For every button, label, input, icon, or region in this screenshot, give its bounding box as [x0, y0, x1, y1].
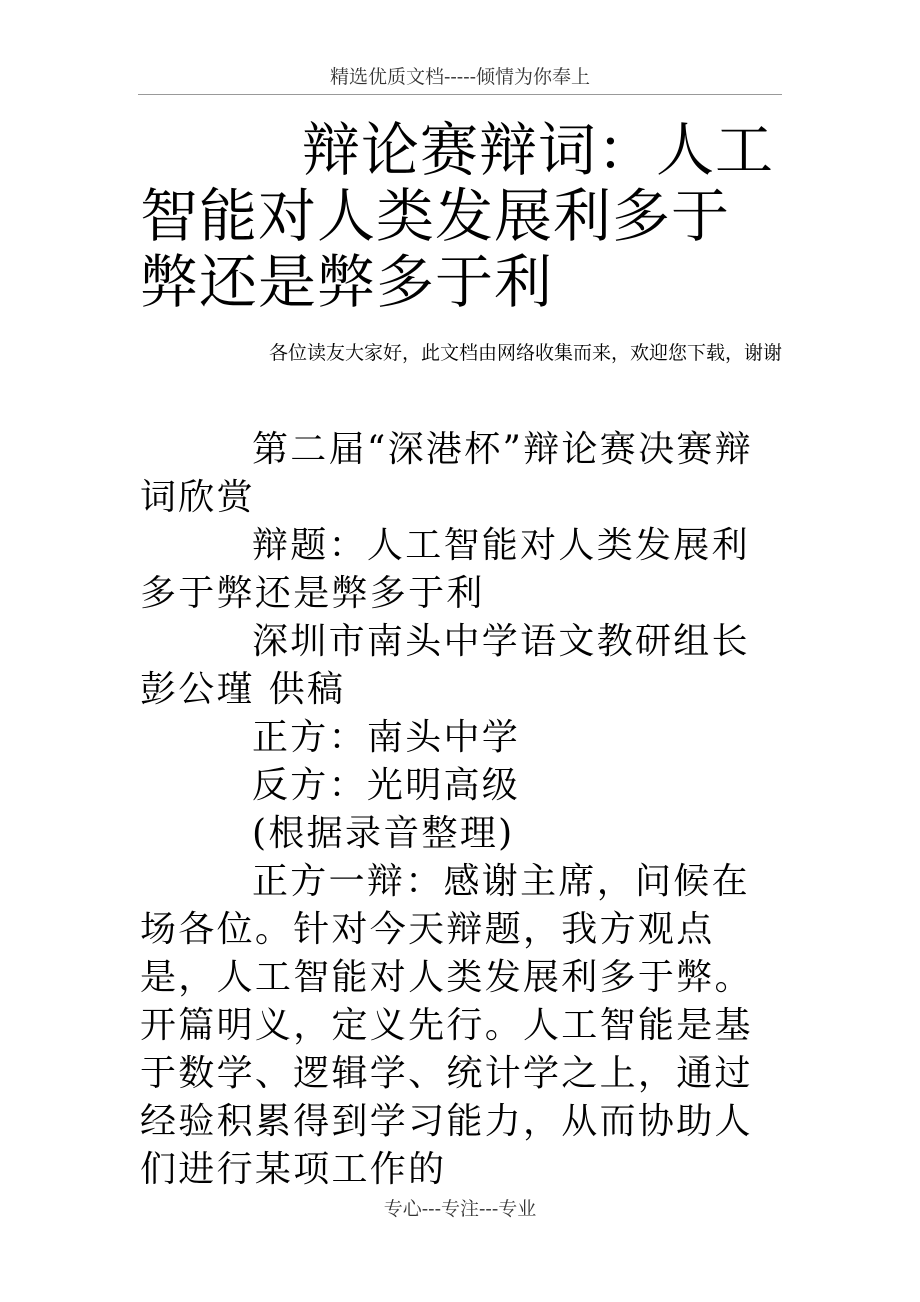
document-title: 辩论赛辩词：人工智能对人类发展利多于弊还是弊多于利 — [140, 116, 775, 316]
paragraph: 正方一辩：感谢主席，问候在场各位。针对今天辩题，我方观点是，人工智能对人类发展利多于弊。开篇明义，定义先行。人工智能是基于数学、逻辑学、统计学之上，通过经验积累得到学习能力，从而协助人们进行某项工作的 — [140, 861, 753, 1190]
page-header: 精选优质文档-----倾情为你奉上 — [329, 66, 591, 88]
paragraph: 正方：南头中学 — [252, 717, 521, 758]
paragraph: 反方：光明高级 — [252, 765, 521, 806]
paragraph: (根据录音整理) — [252, 813, 515, 854]
page-footer: 专心---专注---专业 — [383, 1198, 537, 1220]
paragraph: 辩题：人工智能对人类发展利多于弊还是弊多于利 — [140, 525, 750, 614]
paragraph: 第二届“深港杯”辩论赛决赛辩词欣赏 — [140, 429, 754, 518]
document-body — [140, 426, 784, 1194]
header-divider — [138, 94, 782, 95]
paragraph: 深圳市南头中学语文教研组长 彭公瑾 供稿 — [140, 621, 750, 710]
document-subtitle: 各位读友大家好，此文档由网络收集而来，欢迎您下载，谢谢 — [268, 342, 782, 364]
